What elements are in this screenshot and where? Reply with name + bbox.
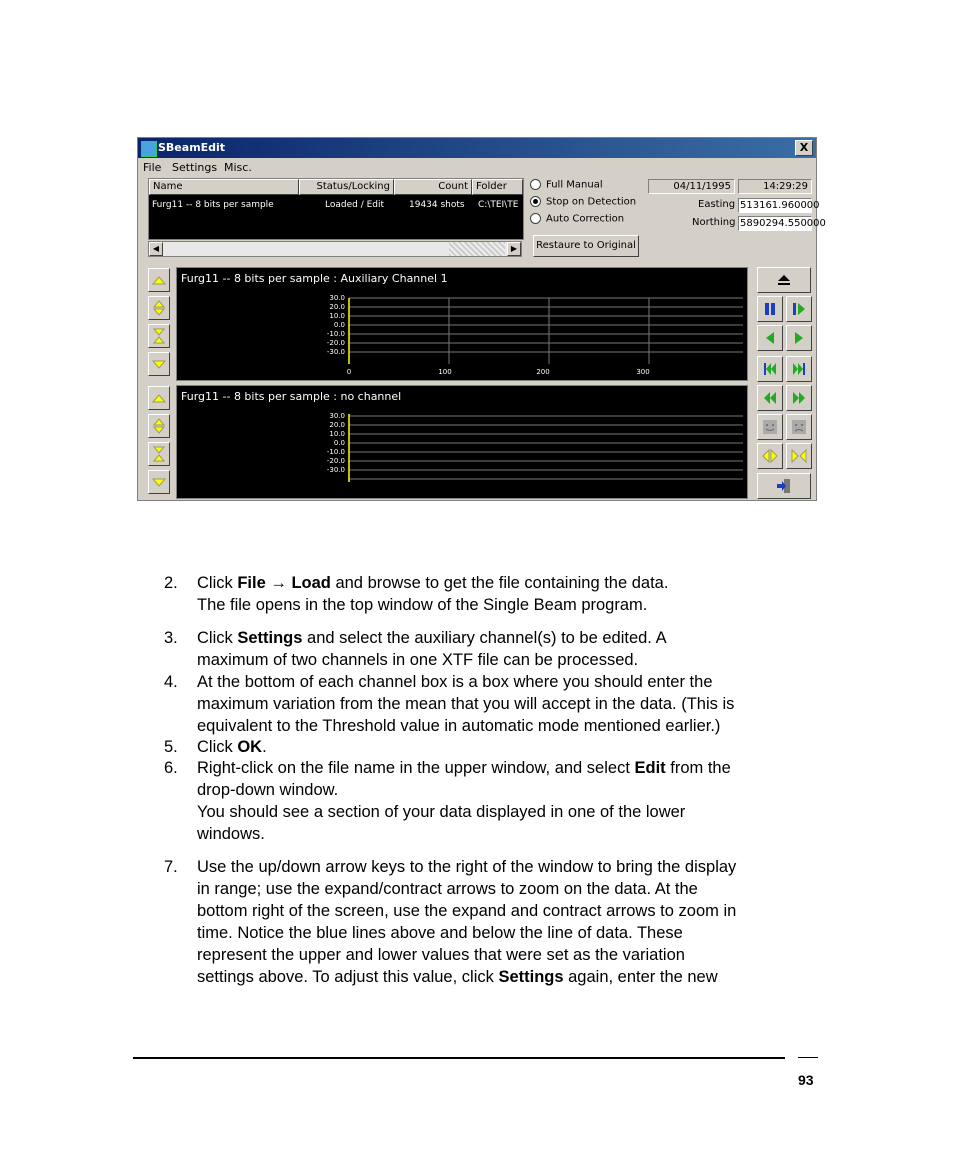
menu-file[interactable]: File <box>143 161 162 174</box>
ch1-xtick: 100 <box>438 368 452 376</box>
step-line <box>197 649 822 671</box>
date-field: 04/11/1995 <box>648 179 735 194</box>
restore-button[interactable]: Restaure to Original <box>533 235 639 257</box>
pause-icon <box>763 302 777 316</box>
ch1-ytick: -10.0 <box>326 330 345 338</box>
time-expand-icon <box>762 449 778 463</box>
triangle-down-icon <box>149 471 169 493</box>
radio-stop-on-detection[interactable] <box>530 196 636 208</box>
step-line <box>197 671 822 693</box>
ch2-up-button[interactable] <box>148 386 170 410</box>
step-number: 4. <box>164 673 178 691</box>
triangle-up-icon <box>149 387 169 409</box>
step-line <box>197 944 822 966</box>
easting-field: 513161.960000 <box>740 200 820 211</box>
time-contract-icon <box>791 449 807 463</box>
text-run: in range; use the expand/contract arrows to zoom on the data. At the <box>197 880 698 898</box>
horizontal-scrollbar[interactable] <box>148 241 522 257</box>
easting-label: Easting <box>698 199 736 210</box>
scroll-left-icon[interactable]: ◀ <box>149 242 163 256</box>
step-line <box>197 779 822 801</box>
text-run: Right-click on the file name in the upper window, and select <box>197 759 635 777</box>
ch1-down-button[interactable] <box>148 352 170 376</box>
step-number: 5. <box>164 738 178 756</box>
contract-icon <box>149 325 169 347</box>
step-number: 7. <box>164 858 178 876</box>
step-line <box>197 693 822 715</box>
radio-auto-correction[interactable] <box>530 213 624 225</box>
step-line <box>197 572 822 594</box>
contract-icon <box>149 443 169 465</box>
step-line <box>197 736 822 758</box>
time-expand-button[interactable] <box>757 443 783 469</box>
smile-icon <box>762 419 778 435</box>
exit-door-icon <box>776 478 792 494</box>
channel-1-plot[interactable] <box>176 267 748 381</box>
ch1-expand-button[interactable] <box>148 296 170 320</box>
footer-rule <box>133 1057 785 1059</box>
col-folder[interactable]: Folder <box>472 179 523 195</box>
bold-term: Load <box>291 574 331 592</box>
channel-2-title: Furg11 -- 8 bits per sample : no channel <box>181 390 402 403</box>
channel-1-title: Furg11 -- 8 bits per sample : Auxiliary Channel 1 <box>181 272 448 285</box>
step-line <box>197 922 822 944</box>
ch2-ytick: 10.0 <box>329 430 345 438</box>
text-run: Use the up/down arrow keys to the right of the window to bring the display <box>197 858 737 876</box>
step-7-text <box>197 856 822 988</box>
channel-1-grid <box>177 268 747 380</box>
text-run: and select the auxiliary channel(s) to be edited. A <box>302 629 667 647</box>
page-number: 93 <box>798 1072 814 1088</box>
go-end-button[interactable] <box>786 356 812 382</box>
fast-forward-icon <box>792 391 806 405</box>
row-status: Loaded / Edit <box>325 200 385 210</box>
text-run: maximum variation from the mean that you will accept in the data. (This is <box>197 695 735 713</box>
fast-forward-button[interactable] <box>786 385 812 411</box>
text-run: Click <box>197 574 238 592</box>
ch2-ytick: -20.0 <box>326 457 345 465</box>
bold-term: Settings <box>237 629 303 647</box>
text-run: . <box>262 738 267 756</box>
step-line <box>197 856 822 878</box>
step-line <box>197 878 822 900</box>
close-button[interactable]: X <box>795 140 813 156</box>
go-start-button[interactable] <box>757 356 783 382</box>
step-forward-button[interactable] <box>786 325 812 351</box>
scroll-right-icon[interactable]: ▶ <box>507 242 521 256</box>
ch2-ytick: 0.0 <box>333 439 345 447</box>
text-run: equivalent to the Threshold value in automatic mode mentioned earlier.) <box>197 717 721 735</box>
step-4-text <box>197 671 822 737</box>
step-6-text <box>197 757 822 845</box>
radio-on-icon <box>530 196 541 207</box>
text-run: → <box>265 574 292 592</box>
ch1-ytick: 30.0 <box>329 294 345 302</box>
ch2-contract-button[interactable] <box>148 442 170 466</box>
step-line <box>197 823 822 845</box>
step-number: 3. <box>164 629 178 647</box>
channel-2-plot[interactable] <box>176 385 748 499</box>
ch2-ytick: -30.0 <box>326 466 345 474</box>
radio-label: Full Manual <box>546 179 603 191</box>
triangle-right-icon <box>792 331 806 345</box>
bold-term: Settings <box>498 968 564 986</box>
step-number: 6. <box>164 759 178 777</box>
footer-rule-short <box>798 1057 818 1058</box>
text-run: Click <box>197 738 238 756</box>
reject-button[interactable] <box>786 414 812 440</box>
radio-off-icon <box>530 213 541 224</box>
scroll-thumb[interactable] <box>449 242 505 256</box>
radio-label: Stop on Detection <box>546 196 637 208</box>
triangle-up-icon <box>149 269 169 291</box>
ch2-down-button[interactable] <box>148 470 170 494</box>
step-line <box>197 715 822 737</box>
ch1-ytick: -30.0 <box>326 348 345 356</box>
northing-label: Northing <box>692 217 736 228</box>
ch2-ytick: 30.0 <box>329 412 345 420</box>
step-line <box>197 966 822 988</box>
ch2-ytick: -10.0 <box>326 448 345 456</box>
text-run: At the bottom of each channel box is a box where you should enter the <box>197 673 713 691</box>
step-line <box>197 594 822 616</box>
rewind-button[interactable] <box>757 385 783 411</box>
skip-end-icon <box>792 362 806 376</box>
row-folder: C:\TEI\TE <box>478 200 519 210</box>
row-count: 19434 shots <box>409 200 465 210</box>
expand-icon <box>149 415 169 437</box>
step-5-text <box>197 736 822 758</box>
eject-button[interactable] <box>757 267 811 293</box>
expand-icon <box>149 297 169 319</box>
window-title: SBeamEdit <box>158 141 226 154</box>
text-run: settings above. To adjust this value, click <box>197 968 499 986</box>
col-status[interactable]: Status/Locking <box>299 179 394 195</box>
ch1-contract-button[interactable] <box>148 324 170 348</box>
bold-term: Edit <box>634 759 666 777</box>
ch1-ytick: -20.0 <box>326 339 345 347</box>
menu-settings[interactable]: Settings <box>172 161 218 174</box>
time-field: 14:29:29 <box>738 179 812 194</box>
ch2-expand-button[interactable] <box>148 414 170 438</box>
file-list[interactable] <box>148 178 524 240</box>
triangle-down-icon <box>149 353 169 375</box>
text-run: You should see a section of your data displayed in one of the lower <box>197 803 686 821</box>
play-step-button[interactable] <box>786 296 812 322</box>
time-contract-button[interactable] <box>786 443 812 469</box>
step-number: 2. <box>164 574 178 592</box>
ch1-ytick: 10.0 <box>329 312 345 320</box>
text-run: bottom right of the screen, use the expand and contract arrows to zoom in <box>197 902 737 920</box>
menu-bar <box>138 158 816 176</box>
step-2-text <box>197 572 822 616</box>
step-line <box>197 627 822 649</box>
pause-button[interactable] <box>757 296 783 322</box>
ch2-ytick: 20.0 <box>329 421 345 429</box>
skip-start-icon <box>763 362 777 376</box>
step-3-text <box>197 627 822 671</box>
step-back-button[interactable] <box>757 325 783 351</box>
ch1-ytick: 20.0 <box>329 303 345 311</box>
ch1-xtick: 0 <box>346 368 352 376</box>
text-run: time. Notice the blue lines above and below the line of data. These <box>197 924 683 942</box>
northing-field: 5890294.550000 <box>740 218 826 229</box>
text-run: from the <box>665 759 731 777</box>
channel-2-grid <box>177 386 747 498</box>
rewind-icon <box>763 391 777 405</box>
triangle-left-icon <box>763 331 777 345</box>
text-run: maximum of two channels in one XTF file can be processed. <box>197 651 639 669</box>
text-run: Click <box>197 629 238 647</box>
row-name[interactable]: Furg11 -- 8 bits per sample <box>152 200 274 210</box>
frown-icon <box>791 419 807 435</box>
ch1-ytick: 0.0 <box>333 321 345 329</box>
bold-term: File <box>237 574 266 592</box>
text-run: again, enter the new <box>563 968 718 986</box>
accept-button[interactable] <box>757 414 783 440</box>
radio-full-manual[interactable] <box>530 179 603 191</box>
text-run: and browse to get the file containing the data. <box>330 574 669 592</box>
step-line <box>197 900 822 922</box>
app-icon <box>141 141 157 157</box>
play-step-icon <box>792 302 806 316</box>
text-run: windows. <box>197 825 265 843</box>
ch1-xtick: 200 <box>536 368 550 376</box>
title-bar <box>138 138 816 158</box>
step-line <box>197 757 822 779</box>
eject-icon <box>777 274 791 286</box>
sbeamedit-window <box>137 137 826 501</box>
menu-misc[interactable]: Misc. <box>224 161 252 174</box>
text-run: represent the upper and lower values that were set as the variation <box>197 946 685 964</box>
ch1-xtick: 300 <box>636 368 650 376</box>
radio-label: Auto Correction <box>546 213 625 225</box>
text-run: drop-down window. <box>197 781 339 799</box>
step-line <box>197 801 822 823</box>
bold-term: OK <box>237 738 263 756</box>
col-name[interactable]: Name <box>149 179 299 195</box>
text-run: The file opens in the top window of the Single Beam program. <box>197 596 648 614</box>
col-count[interactable]: Count <box>394 179 472 195</box>
radio-off-icon <box>530 179 541 190</box>
exit-button[interactable] <box>757 473 811 499</box>
ch1-up-button[interactable] <box>148 268 170 292</box>
